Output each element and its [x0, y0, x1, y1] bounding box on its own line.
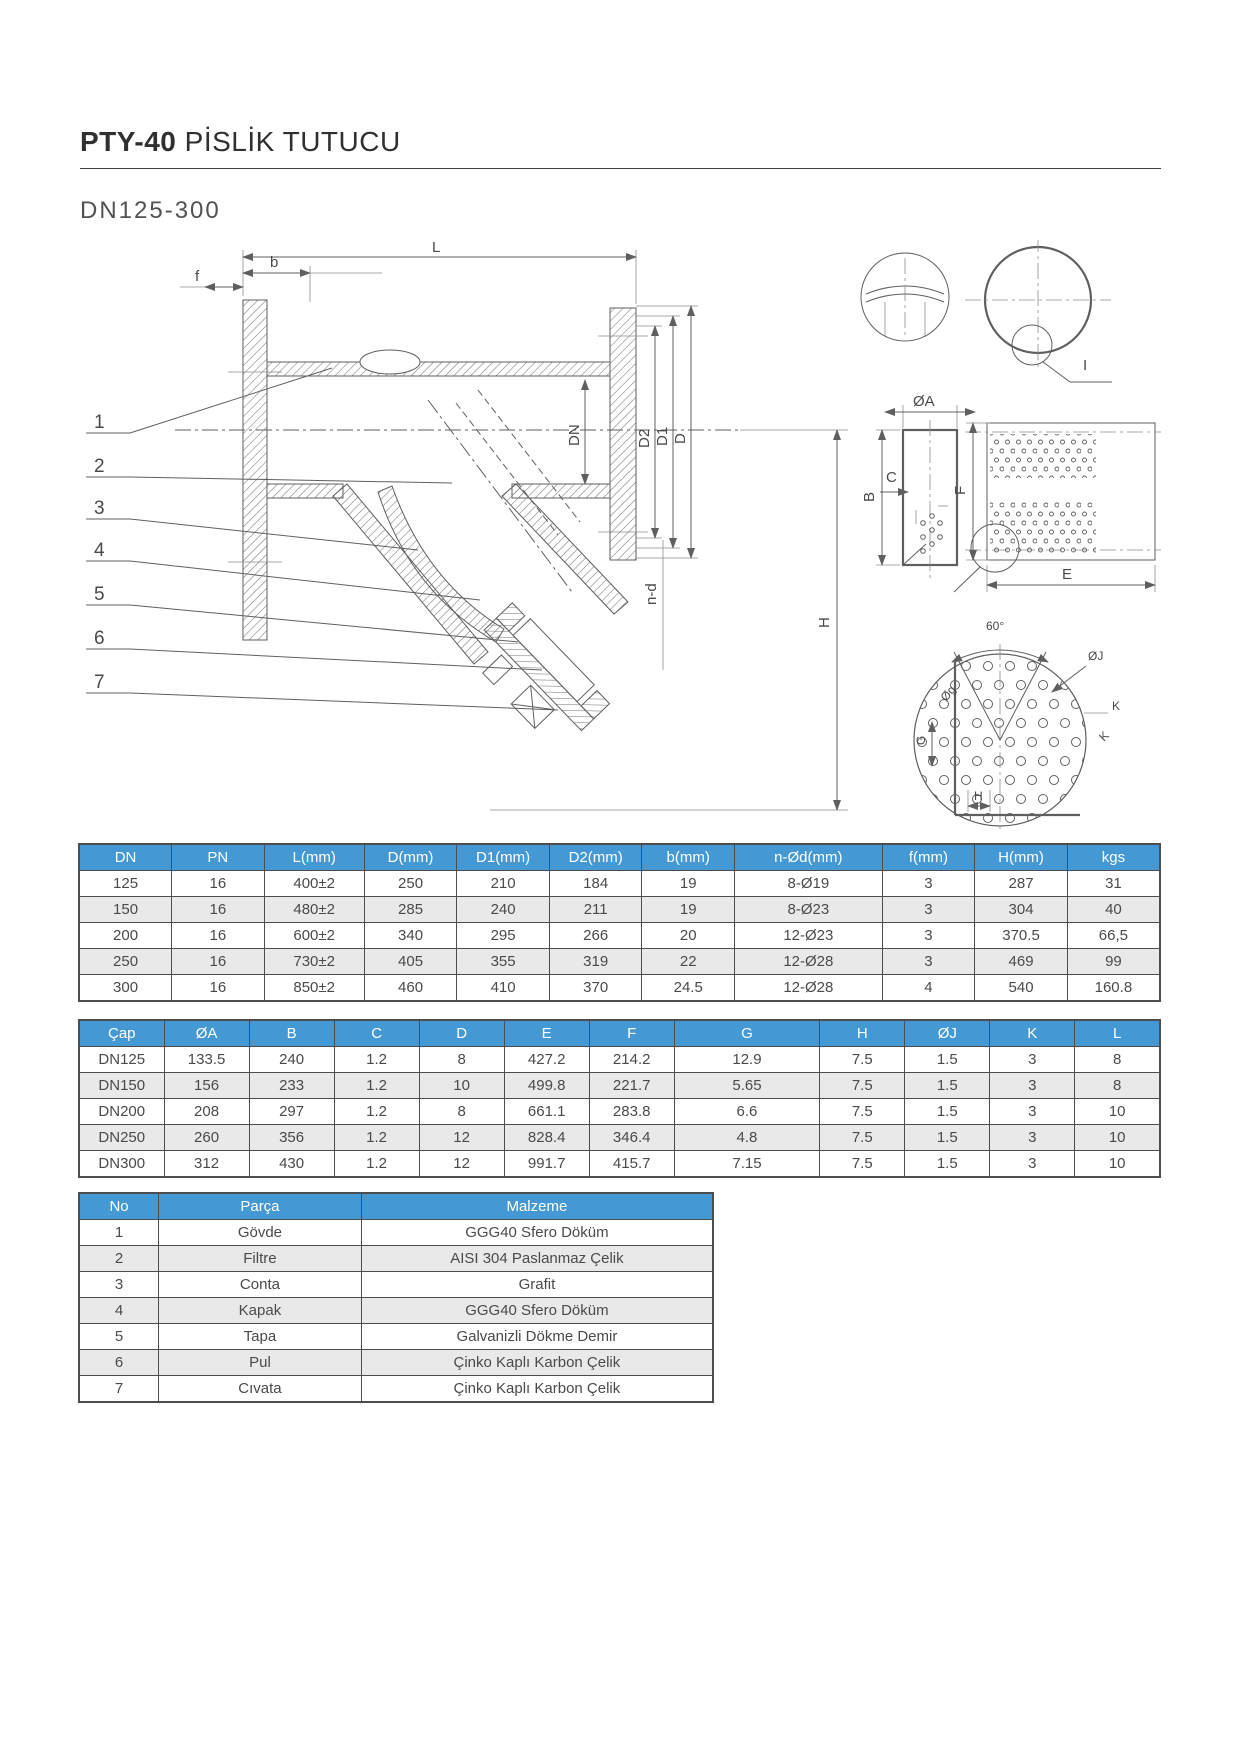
dim-label-H2: H	[974, 789, 983, 803]
table-cell: AISI 304 Paslanmaz Çelik	[361, 1246, 713, 1272]
column-header: n-Ød(mm)	[735, 844, 883, 871]
header-row	[79, 1193, 713, 1220]
table-cell: 415.7	[589, 1151, 674, 1178]
table-cell: 12	[419, 1125, 504, 1151]
dim-label-L: L	[432, 240, 441, 256]
callout-3: 3	[94, 498, 105, 519]
table-cell: 1.2	[334, 1047, 419, 1073]
table-row	[79, 1350, 713, 1376]
column-header: E	[504, 1020, 589, 1047]
table-cell: 427.2	[504, 1047, 589, 1073]
table-cell: 233	[249, 1073, 334, 1099]
callout-5: 5	[94, 584, 105, 605]
table-cell: 850±2	[264, 975, 364, 1002]
table-cell: 160.8	[1067, 975, 1160, 1002]
table-cell: 8-Ø23	[735, 897, 883, 923]
table-cell: 3	[882, 923, 975, 949]
left-flange	[243, 300, 267, 640]
column-header: ØJ	[905, 1020, 990, 1047]
table-cell: 3	[882, 871, 975, 897]
table-cell: 1	[79, 1220, 159, 1246]
table-cell: 300	[79, 975, 172, 1002]
table-row	[79, 897, 1160, 923]
table-cell: 4.8	[674, 1125, 820, 1151]
table-row	[79, 1272, 713, 1298]
table-cell: DN150	[79, 1073, 164, 1099]
perforation-top	[990, 434, 1096, 478]
table-cell: 211	[549, 897, 642, 923]
table-cell: 1.5	[905, 1073, 990, 1099]
table-cell: Cıvata	[159, 1376, 362, 1403]
table-cell: 1.2	[334, 1099, 419, 1125]
dim-label-phiA: ØA	[913, 393, 935, 410]
body-top-wall	[267, 362, 610, 376]
table-cell: 1.2	[334, 1073, 419, 1099]
header-row	[79, 1020, 1160, 1047]
table-cell: 3	[990, 1151, 1075, 1178]
flange-dimensions-table	[78, 843, 1161, 1002]
table-cell: Grafit	[361, 1272, 713, 1298]
table-cell: 7.5	[820, 1099, 905, 1125]
table-cell: 2	[79, 1246, 159, 1272]
table-cell: Gövde	[159, 1220, 362, 1246]
column-header: K	[990, 1020, 1075, 1047]
table-cell: 125	[79, 871, 172, 897]
table-cell: 6	[79, 1350, 159, 1376]
table-cell: 499.8	[504, 1073, 589, 1099]
table-cell: 340	[364, 923, 457, 949]
table-cell: 287	[975, 871, 1068, 897]
column-header: Malzeme	[361, 1193, 713, 1220]
table-cell: 400±2	[264, 871, 364, 897]
product-code: PTY-40	[80, 126, 177, 157]
perforation-pattern-detail	[914, 619, 1120, 832]
table-cell: 250	[79, 949, 172, 975]
column-header: G	[674, 1020, 820, 1047]
table-cell: 221.7	[589, 1073, 674, 1099]
table-cell: 480±2	[264, 897, 364, 923]
table-cell: 4	[882, 975, 975, 1002]
table-cell: 460	[364, 975, 457, 1002]
table-cell: 24.5	[642, 975, 735, 1002]
callout-4: 4	[94, 540, 105, 561]
table-cell: 355	[457, 949, 550, 975]
table-cell: 370.5	[975, 923, 1068, 949]
table-cell: Kapak	[159, 1298, 362, 1324]
table-cell: 12-Ø23	[735, 923, 883, 949]
table-row	[79, 871, 1160, 897]
table-cell: 1.5	[905, 1151, 990, 1178]
table-cell: 304	[975, 897, 1068, 923]
table-cell: 730±2	[264, 949, 364, 975]
table-cell: 1.5	[905, 1047, 990, 1073]
table-cell: 133.5	[164, 1047, 249, 1073]
dim-label-F: F	[952, 485, 969, 495]
table-cell: 250	[364, 871, 457, 897]
table-cell: 12.9	[674, 1047, 820, 1073]
table-cell: 12-Ø28	[735, 949, 883, 975]
table-cell: 600±2	[264, 923, 364, 949]
callout-1: 1	[94, 412, 105, 433]
table-cell: 285	[364, 897, 457, 923]
table-cell: 184	[549, 871, 642, 897]
part-callouts	[86, 368, 558, 710]
column-header: D2(mm)	[549, 844, 642, 871]
table-cell: 991.7	[504, 1151, 589, 1178]
table-cell: Çinko Kaplı Karbon Çelik	[361, 1350, 713, 1376]
table-cell: 12	[419, 1151, 504, 1178]
table-cell: 10	[1075, 1151, 1160, 1178]
table-row	[79, 975, 1160, 1002]
table-cell: 297	[249, 1099, 334, 1125]
dim-label-K2: K	[1096, 728, 1112, 745]
table-cell: 3	[882, 949, 975, 975]
table-cell: 1.2	[334, 1151, 419, 1178]
title-divider	[80, 168, 1161, 169]
table-row	[79, 1220, 713, 1246]
table-cell: 5	[79, 1324, 159, 1350]
dim-label-60deg: 60°	[986, 619, 1005, 633]
table-cell: 7	[79, 1376, 159, 1403]
table-row	[79, 1151, 1160, 1178]
table-cell: 7.5	[820, 1047, 905, 1073]
detail-label-I: I	[1083, 357, 1088, 374]
main-section-view	[86, 240, 848, 810]
table-cell: 6.6	[674, 1099, 820, 1125]
table-cell: 8-Ø19	[735, 871, 883, 897]
callout-7: 7	[94, 672, 105, 693]
table-cell: 1.2	[334, 1125, 419, 1151]
column-header: C	[334, 1020, 419, 1047]
column-header: D(mm)	[364, 844, 457, 871]
table-row	[79, 1047, 1160, 1073]
table-cell: DN125	[79, 1047, 164, 1073]
table-cell: 40	[1067, 897, 1160, 923]
table-cell: 8	[1075, 1047, 1160, 1073]
table-cell: 3	[882, 897, 975, 923]
table-cell: 16	[172, 871, 265, 897]
table-cell: 19	[642, 871, 735, 897]
column-header: D	[419, 1020, 504, 1047]
table-cell: Conta	[159, 1272, 362, 1298]
column-header: Çap	[79, 1020, 164, 1047]
column-header: No	[79, 1193, 159, 1220]
table-row	[79, 923, 1160, 949]
body-boss	[360, 350, 420, 374]
table-cell: 356	[249, 1125, 334, 1151]
table-cell: 20	[642, 923, 735, 949]
table-cell: 5.65	[674, 1073, 820, 1099]
table-cell: 10	[1075, 1099, 1160, 1125]
size-range-subtitle: DN125-300	[80, 197, 221, 224]
table-cell: 7.5	[820, 1125, 905, 1151]
callout-2: 2	[94, 456, 105, 477]
table-row	[79, 1099, 1160, 1125]
filter-dimensions-table	[78, 1019, 1161, 1178]
table-cell: DN200	[79, 1099, 164, 1125]
table-cell: 8	[1075, 1073, 1160, 1099]
table-cell: 260	[164, 1125, 249, 1151]
table-cell: 312	[164, 1151, 249, 1178]
table-cell: 4	[79, 1298, 159, 1324]
table-cell: 8	[419, 1099, 504, 1125]
dim-label-f: f	[195, 268, 200, 285]
table-cell: 430	[249, 1151, 334, 1178]
table-cell: 10	[419, 1073, 504, 1099]
table-row	[79, 1246, 713, 1272]
table-cell: 156	[164, 1073, 249, 1099]
column-header: Parça	[159, 1193, 362, 1220]
table-cell: 410	[457, 975, 550, 1002]
detail-circle-section	[965, 240, 1112, 382]
table-cell: 99	[1067, 949, 1160, 975]
table-row	[79, 1298, 713, 1324]
dim-label-D2: D2	[636, 428, 653, 448]
table-cell: 7.15	[674, 1151, 820, 1178]
dim-label-phig: Øg	[937, 682, 959, 704]
table-cell: 3	[990, 1047, 1075, 1073]
table-cell: 214.2	[589, 1047, 674, 1073]
callout-6: 6	[94, 628, 105, 649]
perforation-bottom	[990, 502, 1096, 554]
detail-circle-mesh	[861, 253, 949, 341]
table-cell: 240	[457, 897, 550, 923]
table-cell: 7.5	[820, 1073, 905, 1099]
page-title	[80, 126, 401, 158]
column-header: DN	[79, 844, 172, 871]
header-row	[79, 844, 1160, 871]
table-cell: 10	[1075, 1125, 1160, 1151]
column-header: PN	[172, 844, 265, 871]
table-cell: Çinko Kaplı Karbon Çelik	[361, 1376, 713, 1403]
table-cell: 283.8	[589, 1099, 674, 1125]
column-header: B	[249, 1020, 334, 1047]
dim-label-phiJ: ØJ	[1088, 649, 1104, 663]
table-cell: 12-Ø28	[735, 975, 883, 1002]
column-header: ØA	[164, 1020, 249, 1047]
table-cell: 31	[1067, 871, 1160, 897]
table-cell: 7.5	[820, 1151, 905, 1178]
table-cell: DN300	[79, 1151, 164, 1178]
table-cell: Pul	[159, 1350, 362, 1376]
cap-hole-cluster	[903, 506, 948, 565]
table-cell: DN250	[79, 1125, 164, 1151]
table-cell: Filtre	[159, 1246, 362, 1272]
table-row	[79, 1376, 713, 1403]
table-cell: 3	[79, 1272, 159, 1298]
table-cell: 1.5	[905, 1125, 990, 1151]
column-header: f(mm)	[882, 844, 975, 871]
body-bottom-wall-left	[267, 484, 343, 498]
table-cell: Tapa	[159, 1324, 362, 1350]
dim-label-B: B	[861, 491, 878, 502]
table-row	[79, 1324, 713, 1350]
table-cell: 16	[172, 949, 265, 975]
table-row	[79, 949, 1160, 975]
table-cell: 266	[549, 923, 642, 949]
right-flange	[610, 308, 636, 560]
table-cell: 1.5	[905, 1099, 990, 1125]
table-cell: 19	[642, 897, 735, 923]
table-cell: 22	[642, 949, 735, 975]
table-cell: 661.1	[504, 1099, 589, 1125]
table-cell: 405	[364, 949, 457, 975]
dim-label-C: C	[886, 469, 897, 486]
table-cell: 200	[79, 923, 172, 949]
column-header: H	[820, 1020, 905, 1047]
column-header: D1(mm)	[457, 844, 550, 871]
dim-label-E: E	[1062, 566, 1073, 583]
table-cell: 210	[457, 871, 550, 897]
dim-label-D: D	[672, 433, 689, 444]
table-cell: 346.4	[589, 1125, 674, 1151]
table-cell: Galvanizli Dökme Demir	[361, 1324, 713, 1350]
column-header: L	[1075, 1020, 1160, 1047]
table-cell: 66,5	[1067, 923, 1160, 949]
table-cell: 16	[172, 897, 265, 923]
table-cell: GGG40 Sfero Döküm	[361, 1220, 713, 1246]
table-cell: 8	[419, 1047, 504, 1073]
table-cell: 240	[249, 1047, 334, 1073]
table-row	[79, 1125, 1160, 1151]
table-row	[79, 1073, 1160, 1099]
column-header: kgs	[1067, 844, 1160, 871]
table-cell: 16	[172, 923, 265, 949]
dim-label-n-d: n-d	[643, 583, 660, 605]
table-cell: 295	[457, 923, 550, 949]
table-cell: 3	[990, 1073, 1075, 1099]
dim-label-DN: DN	[566, 424, 583, 446]
dim-label-b: b	[270, 254, 279, 271]
technical-drawing	[80, 240, 1161, 832]
screen-side-view	[952, 423, 1161, 592]
table-cell: 370	[549, 975, 642, 1002]
table-cell: 828.4	[504, 1125, 589, 1151]
materials-table	[78, 1192, 714, 1403]
table-cell: 208	[164, 1099, 249, 1125]
table-cell: 469	[975, 949, 1068, 975]
column-header: F	[589, 1020, 674, 1047]
table-cell: GGG40 Sfero Döküm	[361, 1298, 713, 1324]
dim-label-H: H	[816, 617, 833, 628]
branch-upper-wall	[502, 484, 628, 614]
column-header: L(mm)	[264, 844, 364, 871]
dim-label-K: K	[1112, 699, 1121, 713]
column-header: H(mm)	[975, 844, 1068, 871]
cap-side-view	[861, 393, 975, 578]
table-cell: 319	[549, 949, 642, 975]
product-name: PİSLİK TUTUCU	[176, 126, 401, 157]
table-cell: 3	[990, 1125, 1075, 1151]
table-cell: 540	[975, 975, 1068, 1002]
column-header: b(mm)	[642, 844, 735, 871]
plug	[483, 655, 513, 685]
dim-label-D1: D1	[654, 426, 671, 446]
dim-label-G: G	[914, 735, 928, 745]
table-cell: 3	[990, 1099, 1075, 1125]
table-cell: 150	[79, 897, 172, 923]
table-cell: 16	[172, 975, 265, 1002]
